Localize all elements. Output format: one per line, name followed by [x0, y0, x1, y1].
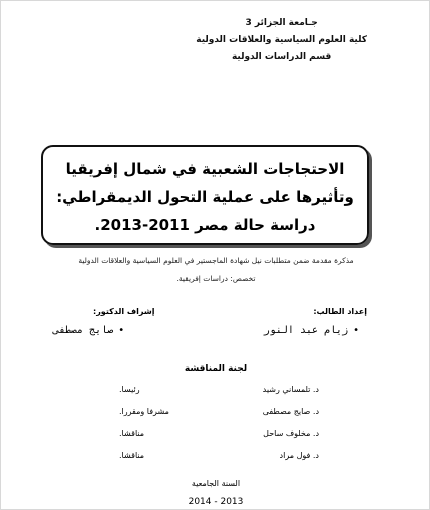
department-name: قسم الدراسات الدولية — [231, 52, 332, 62]
jury-member-role: مناقشا. — [119, 451, 145, 460]
student-label: إعداد الطالب: — [313, 307, 367, 316]
academic-year: 2014 - 2013 — [188, 497, 244, 507]
bullet-icon: • — [353, 325, 359, 336]
title-line-2: وتأثيرها على عملية التحول الديمقراطي: — [56, 188, 354, 206]
supervisor-label: إشراف الدكتور: — [93, 307, 155, 316]
specialization: تخصص: دراسات إفريقية. — [176, 274, 256, 283]
university-name: جـامعة الجزائر 3 — [245, 18, 318, 28]
jury-member — [119, 451, 319, 467]
title-line-1: الاحتجاجات الشعبية في شمال إفريقيا — [65, 160, 345, 178]
student-entry — [264, 325, 359, 336]
jury-member — [119, 429, 319, 445]
jury-member — [119, 407, 319, 423]
jury-title: لجنة المناقشة — [184, 364, 248, 374]
institution-header — [196, 15, 367, 66]
jury-member-name: د. تلمساني رشيد — [262, 385, 319, 394]
jury-member-role: مناقشا. — [119, 429, 145, 438]
faculty-name: كلية العلوم السياسية والعلاقات الدولية — [196, 35, 367, 45]
memo-description: مذكرة مقدمة ضمن متطلبات نيل شهادة الماجستير في العلوم السياسية والعلاقات الدولية — [78, 256, 354, 265]
student-name: زيام عبد النور — [263, 325, 349, 336]
jury-member-name: د. فول مراد — [279, 451, 319, 460]
thesis-title-box — [41, 145, 369, 245]
supervisor-name: صايج مصطفى — [53, 325, 114, 336]
title-line-3: دراسة حالة مصر 2011-2013. — [94, 216, 316, 234]
jury-member-name: د. صايج مصطفى — [262, 407, 319, 416]
jury-member — [119, 385, 319, 401]
jury-member-name: د. مخلوف ساحل — [263, 429, 319, 438]
supervisor-entry — [53, 325, 124, 336]
jury-member-role: مشرفا ومقررا. — [119, 407, 169, 416]
academic-year-label: السنة الجامعية — [191, 479, 241, 488]
jury-member-role: رئيسا. — [119, 385, 140, 394]
bullet-icon: • — [118, 325, 125, 336]
